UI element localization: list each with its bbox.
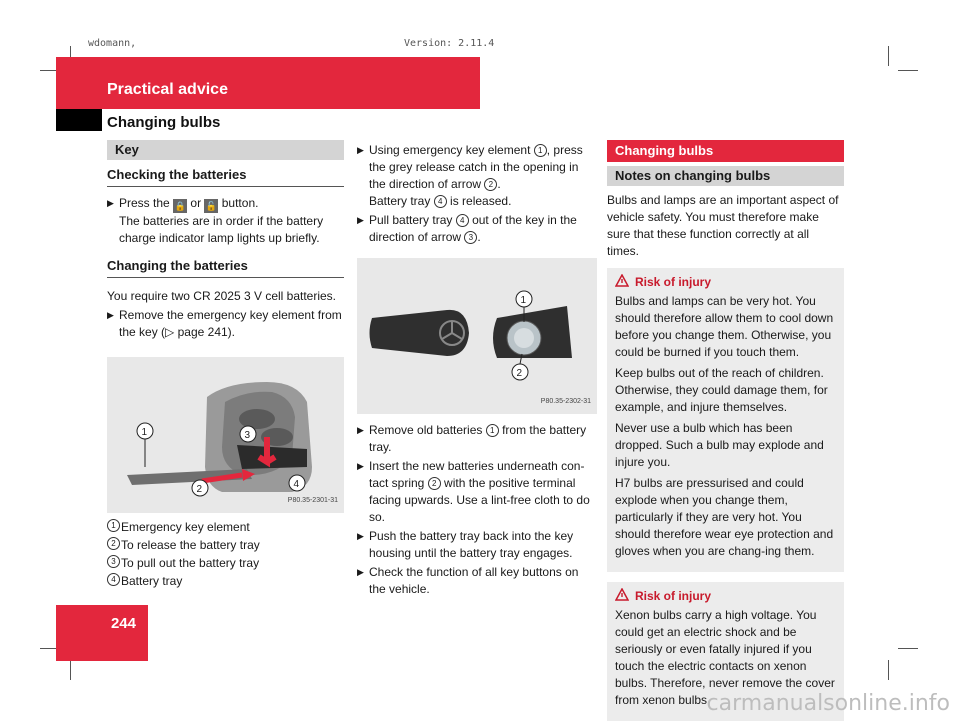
legend-item: 1 Emergency key element [107, 519, 344, 536]
page-ref-arrow-icon: ▷ [165, 325, 175, 339]
warning-triangle-icon [615, 588, 629, 601]
notes-bar: Notes on changing bulbs [607, 166, 844, 186]
crop-mark [888, 660, 889, 680]
svg-text:3: 3 [244, 430, 251, 441]
step-arrow-icon: ▶ [357, 461, 364, 471]
author-meta: wdomann, [88, 38, 137, 49]
warning-title: Risk of injury [615, 588, 836, 605]
remove-step: ▶ Remove the emergency key element from the key (▷ page 241). [107, 308, 342, 339]
svg-text:1: 1 [520, 295, 527, 306]
changing-bulbs-bar: Changing bulbs [607, 140, 844, 162]
column-2 [357, 140, 597, 598]
warning-box [607, 268, 844, 572]
crop-mark [898, 648, 918, 649]
checking-heading: Checking the batteries [107, 166, 344, 187]
header-tab [56, 109, 102, 131]
key-illustration [107, 357, 344, 513]
unlock-icon: 🔓 [205, 201, 218, 211]
step-5: ▶ Push the battery tray back into the key housing until the battery tray engages. [357, 529, 574, 560]
crop-mark [898, 70, 918, 71]
page-reference[interactable]: page 241). [177, 325, 235, 339]
step-arrow-icon: ▶ [357, 215, 364, 225]
step-arrow-icon: ▶ [357, 425, 364, 435]
step-1: ▶ Using emergency key element 1 , press the grey release catch in the opening in the direction of arrow 2 . Battery tray 4 is released. [357, 143, 583, 208]
svg-text:2: 2 [516, 368, 523, 379]
page-number-box [56, 605, 148, 661]
intro-text: Bulbs and lamps are an important aspect of vehicle safety. You must therefore make sure that these function correctly at all times. [607, 193, 839, 258]
changing-heading: Changing the batteries [107, 257, 344, 278]
step-arrow-icon: ▶ [357, 145, 364, 155]
warning-text: Xenon bulbs carry a high voltage. You could get an electric shock and be seriously or even fatally injured if you touch the electric contacts on xenon bulbs. Therefore, never remove the cover from xenon bulbs. [615, 608, 835, 707]
legend-item: 4 Battery tray [107, 573, 344, 590]
figure-code: P80.35-2301-31 [287, 497, 338, 504]
check-step: ▶ Press the 🔒 or 🔓 button. The batteries are in order if the battery charge indicator lamp lights up briefly. [107, 196, 324, 245]
key-battery-figure [107, 357, 344, 513]
crop-mark [888, 46, 889, 66]
watermark: carmanualsonline.info [706, 691, 950, 716]
warning-text: Never use a bulb which has been dropped. Such a bulb may explode and injure you. [615, 421, 824, 469]
battery-tray-figure [357, 258, 597, 414]
lock-icon: 🔒 [174, 201, 186, 211]
legend-item: 2 To release the battery tray [107, 537, 344, 554]
svg-text:1: 1 [141, 427, 148, 438]
subsection-title: Changing bulbs [107, 114, 221, 131]
warning-text: Keep bulbs out of the reach of children. Otherwise, they could damage them, for example, and injure themselves. [615, 366, 828, 414]
changing-intro: You require two CR 2025 3 V cell batteries. [107, 289, 337, 303]
figure-code: P80.35-2302-31 [540, 398, 591, 405]
step-arrow-icon: ▶ [357, 567, 364, 577]
legend-list [107, 519, 344, 590]
step-4: ▶ Insert the new batteries underneath con-tact spring 2 with the positive terminal facing upwards. Use a lint-free cloth to do so. [357, 459, 590, 524]
key-bar: Key [107, 140, 344, 160]
warning-text: H7 bulbs are pressurised and could explode when you change them, particularly if they are very hot. You should therefore wear eye protection and gloves when you are chang-ing them. [615, 476, 834, 558]
svg-text:2: 2 [196, 484, 203, 495]
warning-triangle-icon [615, 274, 629, 287]
step-3: ▶ Remove old batteries 1 from the battery tray. [357, 423, 587, 454]
column-1 [107, 140, 344, 590]
step-arrow-icon: ▶ [107, 198, 114, 208]
column-3 [607, 140, 844, 721]
svg-text:4: 4 [293, 479, 300, 490]
page-number: 244 [110, 615, 136, 632]
section-title: Practical advice [107, 81, 228, 98]
crop-mark [70, 660, 71, 680]
step-arrow-icon: ▶ [107, 310, 114, 320]
warning-title: Risk of injury [615, 274, 836, 291]
step-2: ▶ Pull battery tray 4 out of the key in the direction of arrow 3 . [357, 213, 577, 244]
step-6: ▶ Check the function of all key buttons on the vehicle. [357, 565, 579, 596]
version-meta: Version: 2.11.4 [404, 38, 495, 49]
tray-illustration [357, 258, 597, 414]
step-arrow-icon: ▶ [357, 531, 364, 541]
warning-text: Bulbs and lamps can be very hot. You should therefore allow them to cool down before you change them. Otherwise, you could be burned if you touch them. [615, 294, 834, 359]
legend-item: 3 To pull out the battery tray [107, 555, 344, 572]
